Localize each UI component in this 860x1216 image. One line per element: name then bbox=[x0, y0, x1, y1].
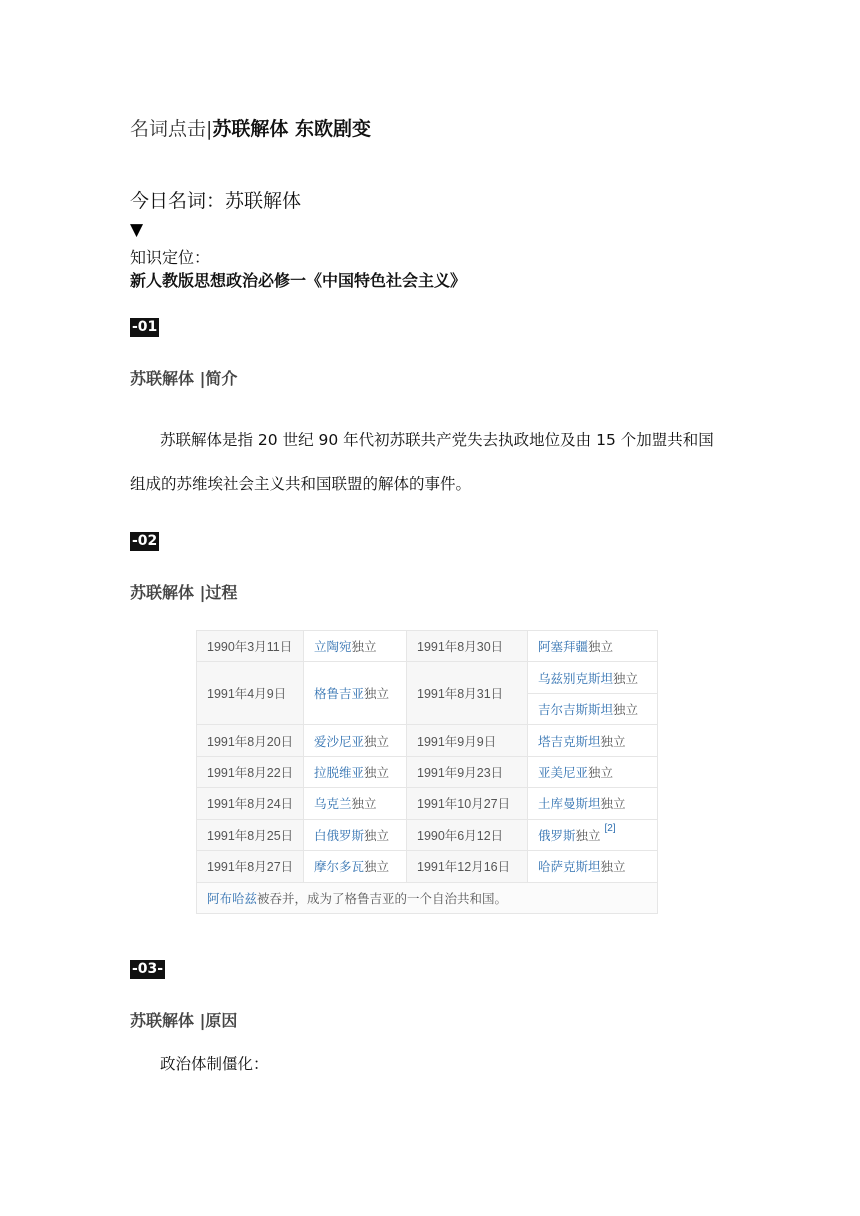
section-heading-intro: 苏联解体 |简介 bbox=[130, 369, 238, 388]
intro-line-1: 苏联解体是指 20 世纪 90 年代初苏联共产党失去执政地位及由 15 个加盟共和国 bbox=[160, 431, 714, 449]
event-cell bbox=[304, 819, 407, 850]
independence-table bbox=[196, 630, 658, 914]
event-cell bbox=[528, 756, 658, 787]
independence-suffix: 独立 bbox=[600, 797, 626, 812]
section-badge-03: -03- bbox=[132, 961, 164, 977]
table-note bbox=[197, 882, 658, 914]
independence-suffix: 独立 bbox=[364, 687, 390, 702]
table-row bbox=[197, 788, 658, 819]
date-cell: 1991年8月30日 bbox=[407, 631, 528, 662]
section-heading-process: 苏联解体 |过程 bbox=[130, 583, 238, 602]
knowledge-source: 新人教版思想政治必修一《中国特色社会主义》 bbox=[130, 271, 467, 290]
independence-suffix: 独立 bbox=[364, 828, 390, 843]
note-text: 被吞并，成为了格鲁吉亚的一个自治共和国。 bbox=[257, 891, 508, 906]
country-link[interactable]: 白俄罗斯 bbox=[314, 828, 365, 843]
today-term: 今日名词：苏联解体 bbox=[130, 190, 302, 212]
event-cell bbox=[304, 851, 407, 882]
country-link[interactable]: 亚美尼亚 bbox=[538, 765, 589, 780]
independence-suffix: 独立 bbox=[600, 860, 626, 875]
event-cell bbox=[528, 819, 658, 850]
country-link[interactable]: 俄罗斯 bbox=[538, 828, 576, 843]
date-cell: 1991年8月22日 bbox=[197, 756, 304, 787]
date-cell: 1991年9月23日 bbox=[407, 756, 528, 787]
table-row bbox=[197, 662, 658, 693]
event-cell bbox=[304, 662, 407, 725]
independence-suffix: 独立 bbox=[364, 734, 390, 749]
date-cell: 1991年8月27日 bbox=[197, 851, 304, 882]
date-cell: 1990年6月12日 bbox=[407, 819, 528, 850]
country-link[interactable]: 哈萨克斯坦 bbox=[538, 860, 601, 875]
document-title bbox=[130, 114, 371, 141]
reference-link[interactable]: [2] bbox=[604, 822, 616, 834]
abkhazia-link[interactable]: 阿布哈兹 bbox=[207, 891, 258, 906]
section-badge-02: -02 bbox=[132, 533, 158, 549]
country-link[interactable]: 摩尔多瓦 bbox=[314, 860, 365, 875]
title-prefix: 名词点击| bbox=[130, 118, 213, 140]
table-row bbox=[197, 819, 658, 850]
table-row bbox=[197, 851, 658, 882]
independence-suffix: 独立 bbox=[351, 797, 377, 812]
country-link[interactable]: 阿塞拜疆 bbox=[538, 640, 589, 655]
event-cell bbox=[304, 756, 407, 787]
table-note-row bbox=[197, 882, 658, 914]
section-heading-cause: 苏联解体 |原因 bbox=[130, 1011, 238, 1030]
country-link[interactable]: 格鲁吉亚 bbox=[314, 687, 365, 702]
table-row bbox=[197, 725, 658, 756]
date-cell: 1991年12月16日 bbox=[407, 851, 528, 882]
date-cell: 1991年8月24日 bbox=[197, 788, 304, 819]
knowledge-label: 知识定位： bbox=[130, 248, 211, 267]
country-link[interactable]: 乌兹别克斯坦 bbox=[538, 671, 614, 686]
independence-suffix: 独立 bbox=[588, 640, 614, 655]
independence-suffix: 独立 bbox=[613, 671, 639, 686]
down-triangle-icon: ▼ bbox=[130, 220, 144, 240]
independence-suffix: 独立 bbox=[364, 765, 390, 780]
country-link[interactable]: 吉尔吉斯斯坦 bbox=[538, 703, 614, 718]
event-cell bbox=[304, 725, 407, 756]
independence-suffix: 独立 bbox=[600, 734, 626, 749]
table-row bbox=[197, 631, 658, 662]
intro-line-2: 组成的苏维埃社会主义共和国联盟的解体的事件。 bbox=[130, 475, 472, 493]
event-cell bbox=[528, 631, 658, 662]
independence-suffix: 独立 bbox=[351, 640, 377, 655]
section-badge-01: -01 bbox=[132, 319, 158, 335]
date-cell: 1991年10月27日 bbox=[407, 788, 528, 819]
event-cell bbox=[528, 725, 658, 756]
event-cell bbox=[528, 788, 658, 819]
title-main: 苏联解体 东欧剧变 bbox=[212, 118, 372, 140]
date-cell: 1991年8月25日 bbox=[197, 819, 304, 850]
event-cell bbox=[528, 851, 658, 882]
independence-suffix: 独立 bbox=[613, 703, 639, 718]
independence-suffix: 独立 bbox=[364, 860, 390, 875]
country-link[interactable]: 乌克兰 bbox=[314, 797, 352, 812]
event-cell bbox=[528, 662, 658, 693]
independence-suffix: 独立 bbox=[588, 765, 614, 780]
table-row bbox=[197, 756, 658, 787]
date-cell: 1991年8月31日 bbox=[407, 662, 528, 725]
cause-first-item: 政治体制僵化： bbox=[160, 1055, 269, 1073]
event-cell bbox=[304, 788, 407, 819]
country-link[interactable]: 立陶宛 bbox=[314, 640, 352, 655]
date-cell: 1990年3月11日 bbox=[197, 631, 304, 662]
event-cell bbox=[528, 693, 658, 724]
date-cell: 1991年8月20日 bbox=[197, 725, 304, 756]
date-cell: 1991年9月9日 bbox=[407, 725, 528, 756]
event-cell bbox=[304, 631, 407, 662]
date-cell: 1991年4月9日 bbox=[197, 662, 304, 725]
independence-suffix: 独立 bbox=[575, 828, 601, 843]
country-link[interactable]: 塔吉克斯坦 bbox=[538, 734, 601, 749]
country-link[interactable]: 拉脱维亚 bbox=[314, 765, 365, 780]
country-link[interactable]: 爱沙尼亚 bbox=[314, 734, 365, 749]
country-link[interactable]: 土库曼斯坦 bbox=[538, 797, 601, 812]
